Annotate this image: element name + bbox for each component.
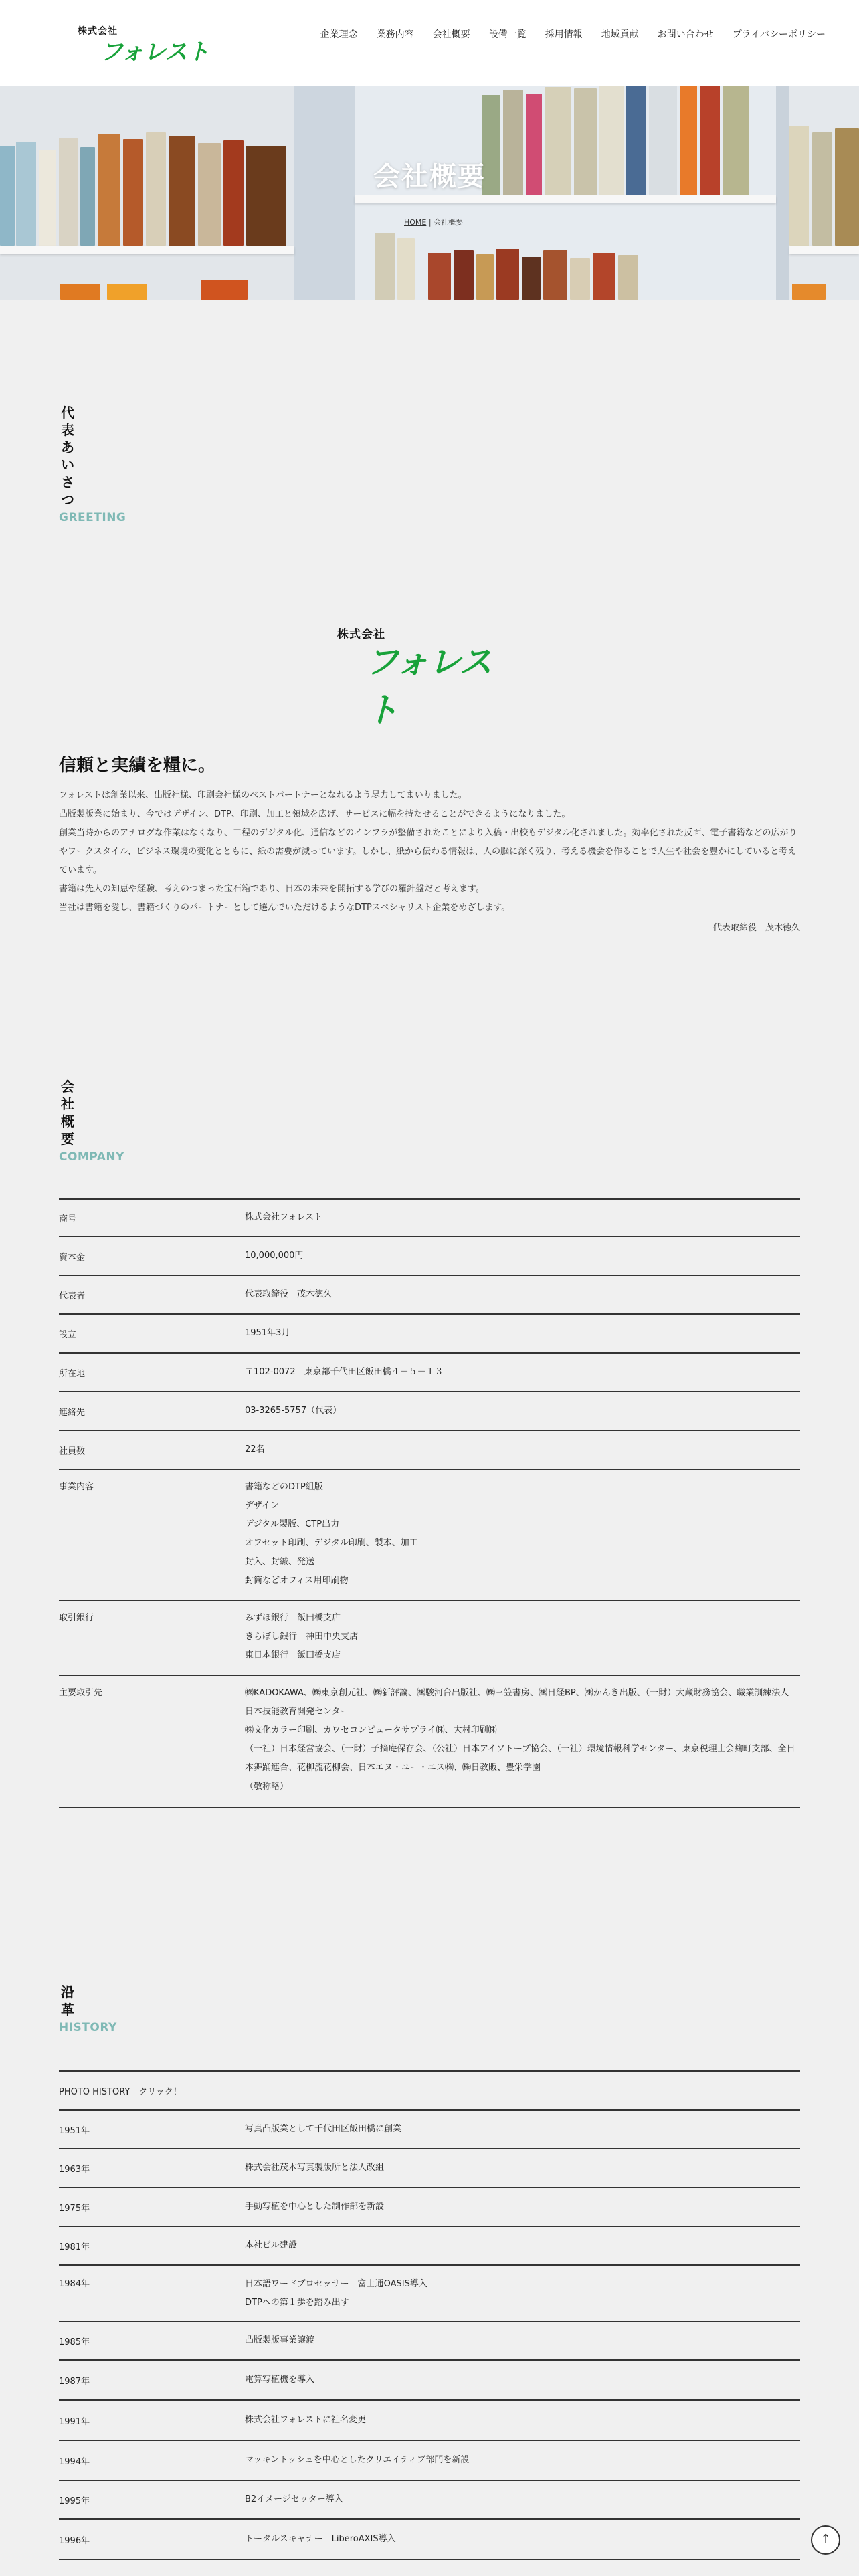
table-row	[59, 1354, 800, 1392]
history-event-line: B2イメージセッター導入	[245, 2494, 343, 2504]
history-year: 1985年	[59, 2337, 90, 2347]
greeting-paragraph: 当社は書籍を愛し、書籍づくりのパートナーとして選んでいただけるようなDTPスペシャリスト企業をめざします。	[59, 903, 510, 913]
photo-history-row[interactable]	[59, 2072, 800, 2111]
table-row	[59, 1200, 800, 1237]
history-event-line: 日本語ワードプロセッサー 富士通OASIS導入	[245, 2279, 427, 2289]
greeting-logo	[335, 623, 522, 730]
page-title: 会社概要	[373, 161, 486, 192]
history-event	[245, 2451, 800, 2470]
table-row	[59, 2401, 800, 2441]
greeting-paragraph: フォレストは創業以来、出版社様、印刷会社様のベストパートナーとなれるよう尽力してまいりました。	[59, 790, 467, 800]
page-top-button[interactable]	[811, 2525, 840, 2555]
greeting-label-jp: 代表あいさつ	[61, 405, 74, 508]
row-key: 社員数	[59, 1446, 86, 1457]
row-value-line: （敬称略）	[245, 1782, 289, 1792]
history-event-line: 株式会社フォレストに社名変更	[245, 2415, 366, 2425]
table-row	[59, 2149, 800, 2188]
company-label-en: COMPANY	[59, 1150, 124, 1164]
arrow-up-icon: ↑	[820, 2532, 831, 2546]
row-value	[245, 1247, 800, 1265]
greeting-logo-big-text: フォレスト	[365, 643, 491, 730]
row-value-line: オフセット印刷、デジタル印刷、製本、加工	[245, 1538, 418, 1548]
history-year: 1991年	[59, 2416, 90, 2427]
row-value-line: きらぼし銀行 神田中央支店	[245, 1632, 359, 1642]
table-row	[59, 2520, 800, 2560]
row-value-line: 東日本銀行 飯田橋支店	[245, 1650, 341, 1660]
row-key: 事業内容	[59, 1482, 94, 1492]
nav-item-company[interactable]: 会社概要	[432, 29, 470, 40]
row-value-line: ㈱文化カラー印刷、カワセコンピュータサプライ㈱、大村印刷㈱	[245, 1725, 497, 1735]
history-event-line: 凸版製版事業譲渡	[245, 2335, 315, 2345]
table-row	[59, 1237, 800, 1276]
history-table	[59, 2070, 800, 2560]
company-section-label	[59, 1078, 124, 1164]
greeting-section-label	[59, 404, 126, 524]
breadcrumb-separator: |	[426, 218, 434, 227]
logo-small-text: 株式会社	[78, 26, 118, 37]
history-event	[245, 2197, 800, 2216]
row-key: 主要取引先	[59, 1688, 103, 1698]
history-event	[245, 2530, 800, 2549]
company-label-jp: 会社概要	[61, 1079, 74, 1147]
table-row	[59, 2441, 800, 2481]
row-value-line: （一社）日本経営協会、（一財）子摘庵保存会、（公社）日本アイソトープ協会、（一社）環境情報科学センター、東京税理士会麹町支部、全日本舞踊連合、花柳流花柳会、日本エヌ・ユー・エス㈱、㈱日教販、豊栄学園	[245, 1744, 795, 1773]
row-value	[245, 1208, 800, 1227]
table-row	[59, 1276, 800, 1315]
history-event	[245, 2159, 800, 2177]
row-value-line: 1951年3月	[245, 1328, 290, 1338]
site-logo[interactable]	[76, 24, 210, 64]
row-key: 連絡先	[59, 1407, 86, 1418]
history-event	[245, 2275, 800, 2321]
history-event-line: 電算写植機を導入	[245, 2375, 315, 2385]
table-row	[59, 1470, 800, 1601]
greeting-paragraph: 書籍は先人の知恵や経験、考えのつまった宝石箱であり、日本の未来を開拓する学びの羅針盤だと考えます。	[59, 884, 484, 894]
history-year: 1981年	[59, 2242, 90, 2252]
greeting-logo-small-text: 株式会社	[337, 628, 385, 641]
history-event-line: マッキントッシュを中心としたクリエイティブ部門を新設	[245, 2455, 470, 2465]
row-value-line: 封筒などオフィス用印刷物	[245, 1576, 349, 1586]
table-row	[59, 2227, 800, 2266]
history-year: 1975年	[59, 2203, 90, 2214]
row-value-line: 代表取締役 茂木徳久	[245, 1289, 332, 1299]
greeting-label-en: GREETING	[59, 511, 126, 524]
greeting-signature: 代表取締役 茂木徳久	[712, 923, 800, 933]
history-event-line: トータルスキャナー LiberoAXIS導入	[245, 2534, 396, 2544]
row-value	[245, 1324, 800, 1343]
row-value-line: ㈱KADOKAWA、㈱東京創元社、㈱新評論、㈱駿河台出版社、㈱三笠書房、㈱日経BP、㈱かんき出版、（一財）大蔵財務協会、職業訓練法人 日本技能教育開発センター	[245, 1688, 789, 1717]
history-year: 1987年	[59, 2376, 90, 2387]
breadcrumb-home-link[interactable]: HOME	[404, 218, 427, 227]
history-event	[245, 2490, 800, 2509]
row-value-line: 封入、封緘、発送	[245, 1557, 315, 1567]
history-year: 1984年	[59, 2279, 90, 2289]
row-value	[245, 1684, 800, 1807]
table-row	[59, 2322, 800, 2361]
table-row	[59, 1392, 800, 1431]
row-value	[245, 1363, 800, 1382]
history-event-line: 写真凸版業として千代田区飯田橋に創業	[245, 2124, 402, 2134]
row-value-line: 10,000,000円	[245, 1251, 304, 1261]
row-value	[245, 1402, 800, 1420]
history-year: 1963年	[59, 2164, 90, 2175]
nav-item-privacy[interactable]: プライバシーポリシー	[732, 29, 826, 40]
nav-item-philosophy[interactable]: 企業理念	[320, 29, 358, 40]
table-row	[59, 1431, 800, 1470]
row-key: 所在地	[59, 1368, 86, 1379]
row-value-line: 株式会社フォレスト	[245, 1212, 322, 1222]
history-event	[245, 2371, 800, 2389]
history-year: 1995年	[59, 2496, 90, 2506]
nav-item-business[interactable]: 業務内容	[376, 29, 414, 40]
global-nav	[311, 28, 835, 41]
greeting-body	[59, 786, 800, 918]
history-section-label	[59, 1983, 117, 2034]
row-value-line: デジタル製版、CTP出力	[245, 1519, 340, 1529]
row-value	[245, 1478, 800, 1600]
table-row	[59, 2111, 800, 2149]
row-value-line: 〒102-0072 東京都千代田区飯田橋４－５－１３	[245, 1367, 444, 1377]
row-value	[245, 1285, 800, 1304]
row-value	[245, 1609, 800, 1675]
row-value-line: デザイン	[245, 1501, 280, 1511]
greeting-heading: 信頼と実績を糧に。	[59, 756, 216, 776]
table-row	[59, 2188, 800, 2227]
greeting-paragraph: 創業当時からのアナログな作業はなくなり、工程のデジタル化、通信などのインフラが整備されたことにより入稿・出校もデジタル化されました。効率化された反面、電子書籍などの広がりやワークスタイル、ビジネス環境の変化とともに、紙の需要が減っています。しかし、紙から伝わる情報は、人の脳に深く残り、考える機会を作ることで人生や社会を豊かにしていると考えています。	[59, 828, 797, 875]
greeting-paragraph: 凸版製版業に始まり、今ではデザイン、DTP、印刷、加工と領域を広げ、サービスに幅を持たせることができるようになりました。	[59, 809, 571, 819]
history-year: 1996年	[59, 2535, 90, 2546]
breadcrumb-current: 会社概要	[434, 218, 464, 227]
photo-history-link[interactable]: PHOTO HISTORY クリック！	[59, 2086, 182, 2097]
history-event	[245, 2120, 800, 2139]
nav-item-equipment[interactable]: 設備一覧	[488, 29, 527, 40]
breadcrumb	[404, 217, 463, 227]
row-value-line: 書籍などのDTP組版	[245, 1482, 323, 1492]
table-row	[59, 1676, 800, 1808]
history-event-line: 株式会社茂木写真製版所と法人改組	[245, 2163, 385, 2173]
row-key: 設立	[59, 1329, 77, 1340]
history-event-line: DTPへの第１歩を踏み出す	[245, 2298, 349, 2308]
site-header	[0, 0, 859, 86]
table-row	[59, 1315, 800, 1354]
row-key: 取引銀行	[59, 1613, 94, 1623]
row-key: 資本金	[59, 1252, 86, 1263]
table-row	[59, 2481, 800, 2520]
nav-item-contact[interactable]: お問い合わせ	[657, 29, 714, 40]
table-row	[59, 2266, 800, 2322]
hero-banner	[0, 86, 859, 300]
row-value	[245, 1440, 800, 1459]
row-key: 代表者	[59, 1291, 86, 1301]
history-label-jp: 沿革	[61, 1984, 74, 2018]
history-event	[245, 2236, 800, 2255]
nav-item-recruit[interactable]: 採用情報	[545, 29, 583, 40]
history-year: 1951年	[59, 2125, 90, 2136]
nav-item-community[interactable]: 地域貢献	[601, 29, 639, 40]
history-year: 1994年	[59, 2456, 90, 2467]
history-label-en: HISTORY	[59, 2021, 117, 2034]
table-row	[59, 1601, 800, 1676]
row-key: 商号	[59, 1214, 77, 1224]
history-event	[245, 2411, 800, 2430]
logo-big-text: フォレスト	[100, 39, 209, 66]
table-row	[59, 2361, 800, 2401]
row-value-line: 03-3265-5757（代表）	[245, 1406, 342, 1416]
history-event-line: 本社ビル建設	[245, 2240, 298, 2250]
history-event	[245, 2331, 800, 2350]
history-event-line: 手動写植を中心とした制作部を新設	[245, 2202, 385, 2212]
row-value-line: 22名	[245, 1444, 265, 1455]
company-table	[59, 1198, 800, 1808]
row-value-line: みずほ銀行 飯田橋支店	[245, 1613, 341, 1623]
